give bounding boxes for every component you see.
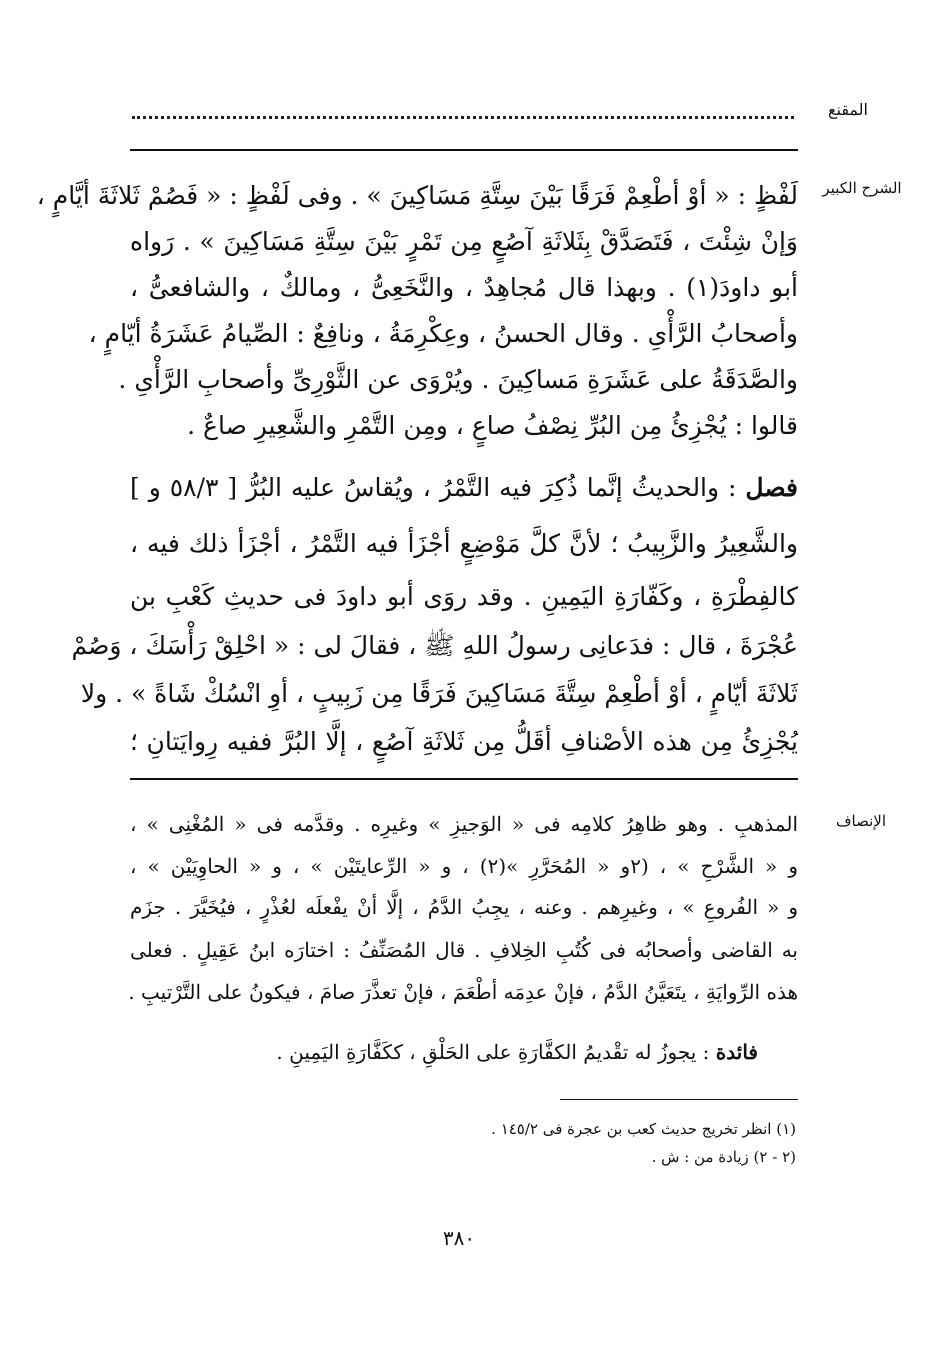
faida-heading: فائدة (715, 1040, 758, 1064)
main-line: وأصحابُ الرَّأْىِ . وقال الحسنُ ، وعِكْرِمَةُ ، ونافِعٌ : الصِّيامُ عَشَرَةُ أيّامٍ ، (88, 319, 798, 348)
section-heading: فصل (745, 473, 798, 502)
section-line-text: : والحديثُ إنَّما ذُكِرَ فيه التَّمْرُ ، ويُقاسُ عليه البُرُّ [ ٥٨/٣ و ] (130, 473, 737, 502)
insaf-line: المذهبِ . وهو ظاهِرُ كلامِه فى « الوَجيزِ » وغيرِه . وقدَّمه فى « المُغْنِى » ، (130, 812, 798, 836)
main-line: قالوا : يُجْزِئُ مِن البُرِّ نِصْفُ صاعٍ ، ومِن التَّمْرِ والشَّعِيرِ صاعٌ . (187, 411, 798, 440)
section-line: ثَلاثَةَ أيّامٍ ، أوْ أطْعِمْ سِتَّةَ مَسَاكِينَ فَرَقًا مِن زَبِيبٍ ، أوِ انْسُكْ شَاةً » . ولا (80, 679, 798, 708)
footnote-rule (560, 1099, 798, 1100)
insaf-line: و « الفُروعِ » ، وغيرِهم . وعنه ، يجِبُ الدَّمُ ، إلَّا أنْ يفْعلَه لعُذْرٍ ، فيُخَيَّرَ . جزَم (130, 895, 798, 919)
insaf-line: به القاضى وأصحابُه فى كُتُبِ الخِلافِ . قال المُصَنِّفُ : اختارَه ابنُ عَقِيلٍ . فعلى (130, 938, 798, 962)
main-line: وَإنْ شِئْتَ ، فَتَصَدَّقْ بِثَلاثَةِ آصُعٍ مِن تَمْرٍ بَيْنَ سِتَّةِ مَسَاكِينَ » . رَواه (130, 227, 798, 256)
section-first-line (130, 466, 798, 510)
insaf-line: هذه الرِّوايَةِ ، يتَعَيَّنُ الدَّمُ ، فإنْ عدِمَه أطْعَمَ ، فإنْ تعذَّرَ صامَ ، فيكونُ على التَّرْتيبِ . (128, 980, 798, 1004)
side-label-insaf: الإنصاف (835, 812, 887, 830)
section-line: عُجْرَةَ ، قال : فدَعانِى رسولُ اللهِ ﷺ ، فقالَ لى : « احْلِقْ رَأْسَكَ ، وَصُمْ (71, 631, 798, 660)
faida-line (130, 1034, 798, 1070)
insaf-line: و « الشَّرْحِ » ، (٢و « المُحَرَّرِ »(٢) ، و « الرِّعايتَيْن » ، و « الحاوِيَيْن » ، (130, 854, 798, 878)
running-header-title: المقنع (827, 100, 868, 119)
main-line: لَفْظٍ : « أوْ أطْعِمْ فَرَقًا بَيْنَ سِتَّةِ مَسَاكِينَ » . وفى لَفْظٍ : « فَصُمْ ثَلاثَةَ أيَّامٍ ، (36, 181, 798, 210)
middle-rule (130, 778, 798, 780)
header-dotted-line (132, 116, 794, 119)
main-line: والصَّدَقَةُ على عَشَرَةِ مَساكِينَ . ويُرْوَى عن الثَّوْرِىِّ وأصحابِ الرَّأْىِ . (118, 365, 798, 394)
page-number: ٣٨٠ (442, 1226, 476, 1250)
main-line: أبو داودَ(١) . وبهذا قال مُجاهِدٌ ، والنَّخَعِىُّ ، ومالكٌ ، والشافعىُّ ، (130, 273, 798, 302)
top-rule (130, 149, 798, 151)
footnote-1: (١) انظر تخريج حديث كعب بن عجرة فى ١٤٥/٢ . (491, 1120, 796, 1138)
footnote-2: (٢ - ٢) زيادة من : ش . (651, 1148, 796, 1166)
section-line: كالفِطْرَةِ ، وكَفّارَةِ اليَمِينِ . وقد روَى أبو داودَ فى حديثِ كَعْبِ بن (130, 582, 798, 611)
faida-text: : يجوزُ له تقْديمُ الكفَّارَةِ على الحَلْقِ ، ككَفَّارَةِ اليَمِينِ . (276, 1040, 710, 1064)
section-line: يُجْزِئُ مِن هذه الأصْنافِ أقَلُّ مِن ثَلاثَةِ آصُعٍ ، إلَّا البُرَّ ففيه رِوايَتانِ ؛ (130, 727, 798, 756)
side-label-sharh: الشرح الكبير (822, 179, 902, 197)
section-line: والشَّعِيرُ والزَّبِيبُ ؛ لأنَّ كلَّ مَوْضِعٍ أجْزَأ فيه التَّمْرُ ، أجْزَأ ذلك فيه ، (130, 529, 798, 558)
